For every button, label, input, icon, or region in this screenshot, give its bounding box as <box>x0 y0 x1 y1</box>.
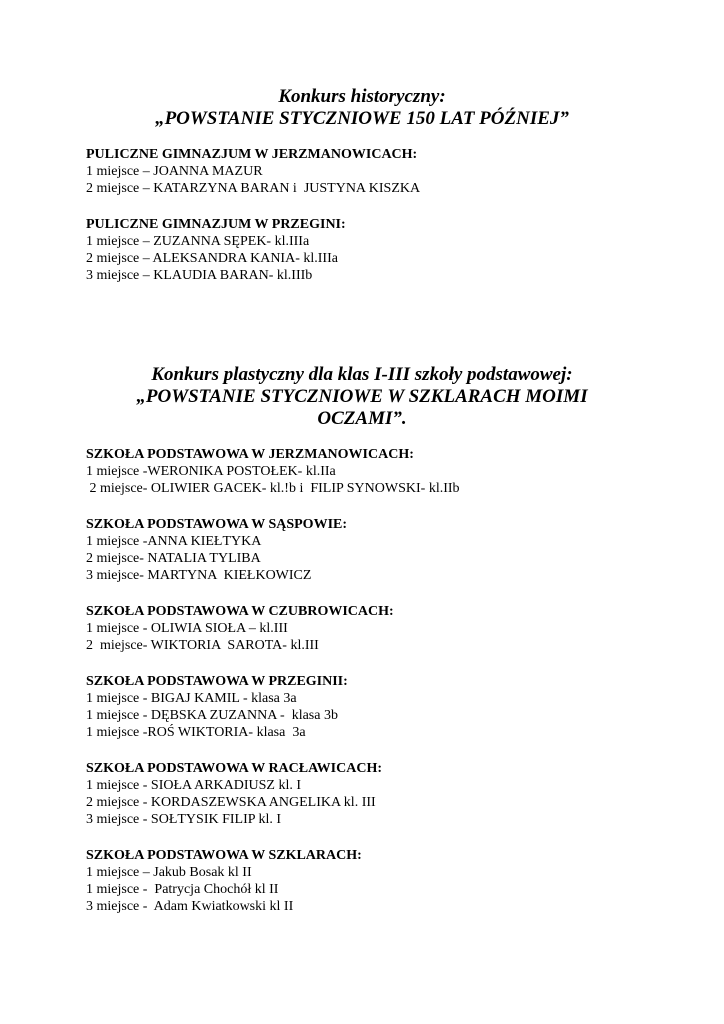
results-section <box>86 673 686 741</box>
result-entry: 1 miejsce - Patrycja Chochół kl II <box>86 882 279 897</box>
result-entry: 2 miejsce- OLIWIER GACEK- kl.!b i FILIP SYNOWSKI- kl.IIb <box>86 481 460 496</box>
school-heading: PULICZNE GIMNAZJUM W JERZMANOWICACH: <box>86 147 418 162</box>
results-section <box>86 146 686 197</box>
school-heading: SZKOŁA PODSTAWOWA W CZUBROWICACH: <box>86 604 394 619</box>
contest-history-title <box>60 86 664 130</box>
contest-art-title <box>60 364 664 430</box>
result-entry: 1 miejsce -ROŚ WIKTORIA- klasa 3a <box>86 725 306 740</box>
result-entry: 3 miejsce - SOŁTYSIK FILIP kl. I <box>86 812 282 827</box>
results-section <box>86 446 686 497</box>
result-entry: 1 miejsce – ZUZANNA SĘPEK- kl.IIIa <box>86 234 310 249</box>
result-entry: 1 miejsce -ANNA KIEŁTYKA <box>86 534 262 549</box>
results-section <box>86 760 686 828</box>
result-entry: 3 miejsce – KLAUDIA BARAN- kl.IIIb <box>86 268 313 283</box>
school-heading: PULICZNE GIMNAZJUM W PRZEGINI: <box>86 217 346 232</box>
contest-art-title-line3: OCZAMI”. <box>317 408 407 429</box>
contest-history-title-line2: „POWSTANIE STYCZNIOWE 150 LAT PÓŹNIEJ” <box>155 108 569 129</box>
school-heading: SZKOŁA PODSTAWOWA W SĄSPOWIE: <box>86 517 348 532</box>
contest-history <box>0 86 724 303</box>
contest-history-sections <box>86 146 686 284</box>
school-heading: SZKOŁA PODSTAWOWA W RACŁAWICACH: <box>86 761 383 776</box>
result-entry: 2 miejsce – KATARZYNA BARAN i JUSTYNA KISZKA <box>86 181 421 196</box>
result-entry: 1 miejsce - DĘBSKA ZUZANNA - klasa 3b <box>86 708 338 723</box>
result-entry: 1 miejsce - SIOŁA ARKADIUSZ kl. I <box>86 778 302 793</box>
result-entry: 2 miejsce - KORDASZEWSKA ANGELIKA kl. III <box>86 795 376 810</box>
school-heading: SZKOŁA PODSTAWOWA W PRZEGINII: <box>86 674 348 689</box>
results-section <box>86 216 686 284</box>
school-heading: SZKOŁA PODSTAWOWA W JERZMANOWICACH: <box>86 447 414 462</box>
result-entry: 1 miejsce – JOANNA MAZUR <box>86 164 263 179</box>
contest-art-sections <box>86 446 686 915</box>
result-entry: 2 miejsce- NATALIA TYLIBA <box>86 551 261 566</box>
result-entry: 2 miejsce- WIKTORIA SAROTA- kl.III <box>86 638 319 653</box>
school-heading: SZKOŁA PODSTAWOWA W SZKLARACH: <box>86 848 362 863</box>
results-section <box>86 516 686 584</box>
result-entry: 1 miejsce – Jakub Bosak kl II <box>86 865 252 880</box>
result-entry: 1 miejsce - OLIWIA SIOŁA – kl.III <box>86 621 288 636</box>
results-section <box>86 603 686 654</box>
results-section <box>86 847 686 915</box>
contest-art <box>0 364 724 934</box>
result-entry: 1 miejsce - BIGAJ KAMIL - klasa 3a <box>86 691 297 706</box>
contest-art-title-line2: „POWSTANIE STYCZNIOWE W SZKLARACH MOIMI <box>136 386 588 407</box>
contest-art-title-line1: Konkurs plastyczny dla klas I-III szkoły podstawowej: <box>151 364 573 385</box>
result-entry: 1 miejsce -WERONIKA POSTOŁEK- kl.IIa <box>86 464 336 479</box>
result-entry: 2 miejsce – ALEKSANDRA KANIA- kl.IIIa <box>86 251 338 266</box>
contest-history-title-line1: Konkurs historyczny: <box>278 86 446 107</box>
result-entry: 3 miejsce- MARTYNA KIEŁKOWICZ <box>86 568 312 583</box>
result-entry: 3 miejsce - Adam Kwiatkowski kl II <box>86 899 294 914</box>
